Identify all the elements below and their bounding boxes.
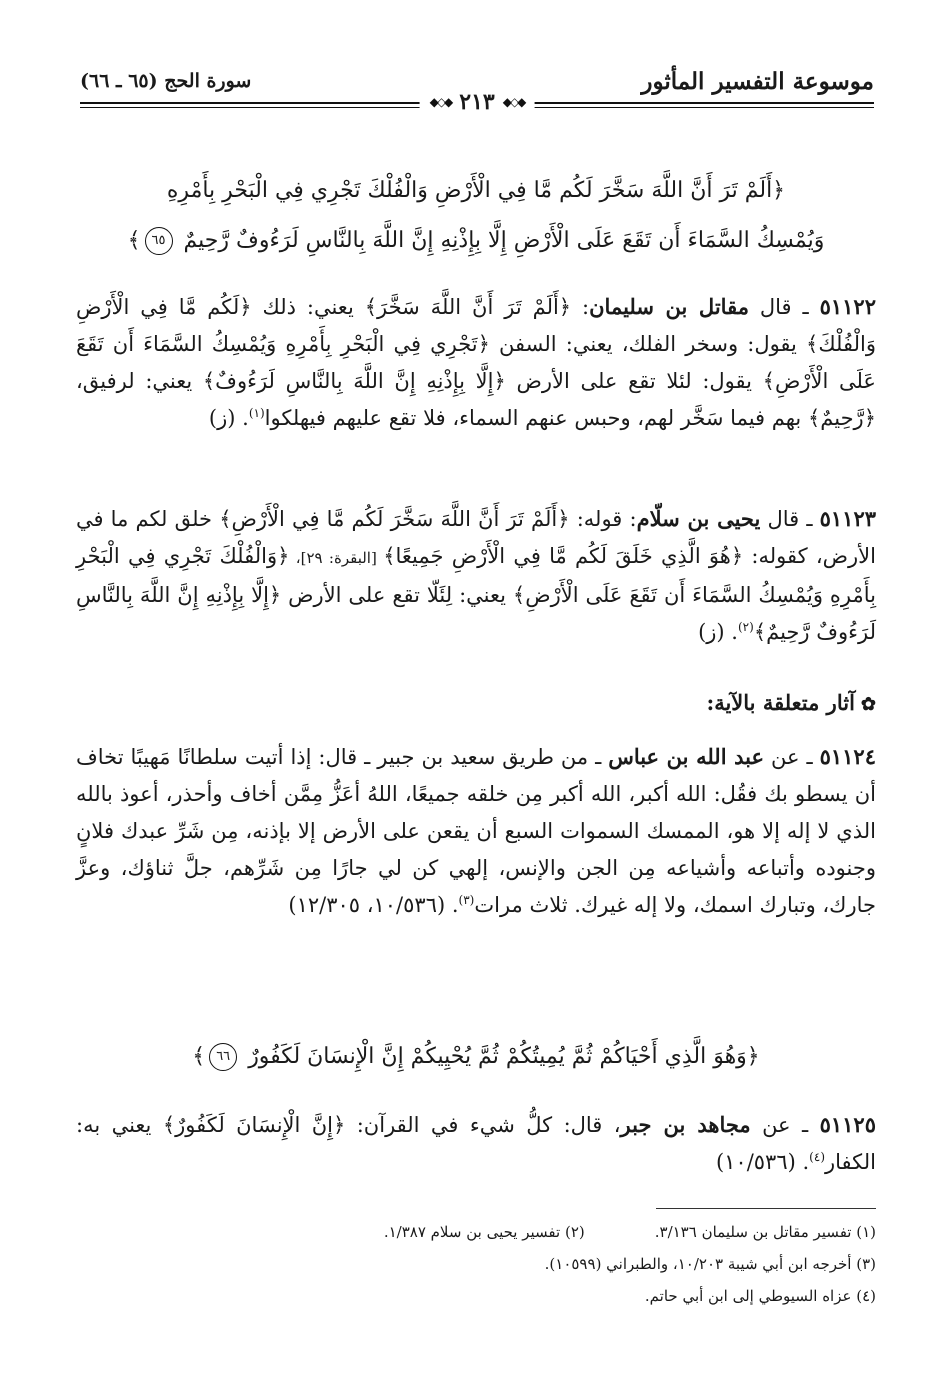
text: يعني: لِئَلّا تقع على الأرض <box>281 583 513 607</box>
surah-range: سورة الحج (٦٥ ـ ٦٦) <box>80 70 252 92</box>
text: ، قال: كلُّ شيء في القرآن: <box>345 1113 621 1137</box>
quran-quote: ﴿إِلَّا بِإِذْنِهِ إِنَّ اللَّهَ بِالنَّاسِ لَرَءُوفٌ﴾ <box>202 369 506 393</box>
quran-quote: ﴿وَالْفُلْكَ تَجْرِي فِي الْبَحْرِ بِأَمْرِهِ وَيُمْسِكُ السَّمَاءَ أَن تَقَعَ عَلَى الْأَرْضِ﴾ <box>76 544 876 607</box>
quran-quote: ﴿إِنَّ الْإِنسَانَ لَكَفُورٌ﴾ <box>162 1113 346 1137</box>
quran-quote: ﴿لَكُم مَّا فِي الْأَرْضِ وَالْفُلْكَ﴾ <box>76 295 876 356</box>
text: ـ عن <box>750 1113 809 1137</box>
page-number-box <box>420 89 535 115</box>
verse-block-66 <box>78 1032 874 1082</box>
surah-citation: [البقرة: ٢٩]، <box>289 549 384 567</box>
narration-51122 <box>76 288 876 437</box>
text: . (ز) <box>698 620 738 644</box>
text: بهم فيما سَخَّر لهم، وحبس عنهم السماء، فلا تقع عليهم فيهلكوا <box>264 406 808 430</box>
quran-quote: ﴿أَلَمْ تَرَ أَنَّ اللَّهَ سَخَّرَ﴾ <box>364 295 572 319</box>
text: يقول: لئلا تقع على الأرض <box>505 369 763 393</box>
footnote-3: (٣) أخرجه ابن أبي شيبة ١٠/٢٠٣، والطبراني (١٠٥٩٩). <box>544 1255 876 1273</box>
footnote-row <box>76 1280 876 1312</box>
footnote-rule <box>656 1208 876 1209</box>
footnote-ref[interactable]: (١) <box>248 406 265 420</box>
quote-close: ﴾ <box>127 228 141 253</box>
ornament-icon: ◆◇◆ <box>429 95 452 109</box>
text: ـ قال <box>760 507 813 531</box>
text: يعني: لرفيق، <box>76 369 203 393</box>
ayah-number-marker: ٦٦ <box>209 1043 237 1071</box>
footnote-row <box>76 1248 876 1280</box>
footnote-ref[interactable]: (٢) <box>737 620 754 634</box>
section-title: آثار متعلقة بالآية: <box>706 690 855 715</box>
verse-line-1: ﴿أَلَمْ تَرَ أَنَّ اللَّهَ سَخَّرَ لَكُم مَّا فِي الْأَرْضِ وَالْفُلْكَ تَجْرِي فِي الْبَحْرِ بِأَمْرِهِ <box>166 178 786 203</box>
verse-line-2 <box>78 216 874 266</box>
verse-text: وَيُمْسِكُ السَّمَاءَ أَن تَقَعَ عَلَى الْأَرْضِ إِلَّا بِإِذْنِهِ إِنَّ اللَّهَ بِالنَّاسِ لَرَءُوفٌ رَّحِيمٌ <box>183 228 825 253</box>
narrator-name: يحيى بن سلّام <box>636 506 761 531</box>
book-title: موسوعة التفسير المأثور <box>641 68 874 95</box>
verse-line <box>78 1032 874 1082</box>
narration-51125 <box>76 1106 876 1181</box>
section-heading <box>76 690 876 715</box>
quote-close: ﴾ <box>192 1044 206 1069</box>
text: يعني: ذلك <box>251 295 365 319</box>
running-header <box>80 62 874 122</box>
narration-51123 <box>76 500 876 651</box>
narration-number: ٥١١٢٥ <box>819 1112 876 1137</box>
flower-ornament-icon: ✿ <box>860 694 876 715</box>
text: يعني به: الكفار <box>76 1113 876 1174</box>
ornament-icon: ◆◇◆ <box>502 95 525 109</box>
narration-51124 <box>76 738 876 924</box>
text: ـ عن <box>764 745 813 769</box>
verse-block-65 <box>78 166 874 266</box>
text: يقول: وسخر الفلك، يعني: السفن <box>489 332 807 356</box>
verse-text: ﴿وَهُوَ الَّذِي أَحْيَاكُمْ ثُمَّ يُمِيتُكُمْ ثُمَّ يُحْيِيكُمْ إِنَّ الْإِنسَانَ لَكَفُورٌ <box>248 1044 760 1069</box>
footnote-ref[interactable]: (٤) <box>809 1150 825 1164</box>
narration-number: ٥١١٢٤ <box>819 744 876 769</box>
footnote-row <box>76 1216 876 1248</box>
footnotes <box>76 1216 876 1312</box>
page-number: ٢١٣ <box>459 89 495 115</box>
quran-quote: ﴿هُوَ الَّذِي خَلَقَ لَكُم مَّا فِي الْأَرْضِ جَمِيعًا﴾ <box>383 544 744 568</box>
quran-quote: ﴿رَّحِيمٌ﴾ <box>807 406 876 430</box>
text: خلق لكم ما في الأرض، كقوله: <box>76 507 876 568</box>
narration-number: ٥١١٢٢ <box>819 294 876 319</box>
text: : قوله: <box>569 507 637 531</box>
quran-quote: ﴿تَجْرِي فِي الْبَحْرِ بِأَمْرِهِ وَيُمْسِكُ السَّمَاءَ أَن تَقَعَ عَلَى الْأَرْضِ﴾ <box>76 332 876 393</box>
ayah-number-marker: ٦٥ <box>145 227 173 255</box>
narration-number: ٥١١٢٣ <box>819 506 877 531</box>
text: . (ز) <box>208 406 249 430</box>
quran-quote: ﴿أَلَمْ تَرَ أَنَّ اللَّهَ سَخَّرَ لَكُم مَّا فِي الْأَرْضِ﴾ <box>219 507 570 531</box>
text: ـ قال <box>748 295 809 319</box>
quran-quote: ﴿إِلَّا بِإِذْنِهِ إِنَّ اللَّهَ بِالنَّاسِ لَرَءُوفٌ رَّحِيمٌ﴾ <box>76 583 876 644</box>
narrator-name: عبد الله بن عباس <box>608 744 765 769</box>
footnote-2: (٢) تفسير يحيى بن سلام ١/٣٨٧. <box>383 1223 585 1241</box>
narrator-name: مجاهد بن جبر <box>620 1112 751 1137</box>
text: : <box>571 295 590 319</box>
text: . (١٠/٥٣٦، ١٢/٣٠٥) <box>288 893 459 917</box>
footnote-ref[interactable]: (٣) <box>458 893 475 907</box>
footnote-4: (٤) عزاه السيوطي إلى ابن أبي حاتم. <box>644 1287 876 1305</box>
text: . (١٠/٥٣٦) <box>715 1150 810 1174</box>
narrator-name: مقاتل بن سليمان <box>589 294 749 319</box>
footnote-1: (١) تفسير مقاتل بن سليمان ٣/١٣٦. <box>654 1223 876 1241</box>
text: ـ من طريق سعيد بن جبير ـ قال: إذا أتيت سلطانًا مَهيبًا تخاف أن يسطو بك فقُل: الله أكبر، الله أكبر مِن خلقه جميعًا، اللهُ أعَزُّ مِمَّن أخاف وأحذر، أعوذ بالله الذي لا إله إلا هو، الممسك السموات السبع أن يقعن على الأرض إلا بإذنه، مِن شَرِّ عبدك فلانٍ وجنوده وأتباعه وأشياعه مِن الجن والإنس، إلهي كن لي جارًا مِن شَرِّهم، جلَّ ثناؤك، وعزَّ جارك، وتبارك اسمك، ولا إله غيرك. ثلاث مرات <box>76 745 876 917</box>
